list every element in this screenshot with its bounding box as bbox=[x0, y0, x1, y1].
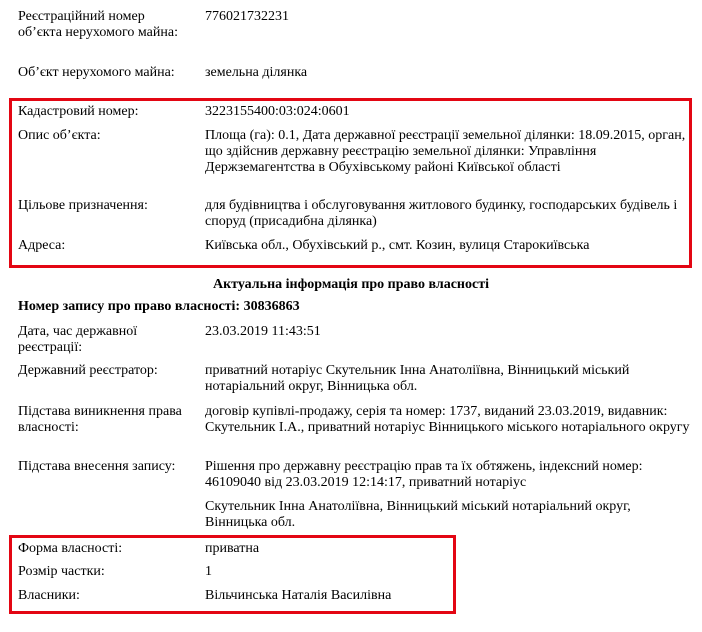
label-purpose: Цільове призначення: bbox=[18, 198, 148, 213]
label-object-description: Опис об’єкта: bbox=[18, 128, 101, 143]
label-cadastral-number: Кадастровий номер: bbox=[18, 104, 139, 119]
value-ownership-basis: договір купівлі-продажу, серія та номер: 1737, виданий 23.03.2019, видавник: Скутельник І.А., приватний нотаріус Вінницького міського нотаріального округу bbox=[205, 404, 690, 435]
label-registration-number: Реєстраційний номер об’єкта нерухомого майна: bbox=[18, 9, 178, 40]
highlight-box-object bbox=[9, 98, 692, 268]
value-share-size: 1 bbox=[205, 564, 212, 579]
label-ownership-form: Форма власності: bbox=[18, 541, 123, 556]
value-registration-number: 776021732231 bbox=[205, 9, 289, 24]
value-object-description: Площа (га): 0.1, Дата державної реєстрації земельної ділянки: 18.09.2015, орган, що здійснив державну реєстрацію земельної ділянки: Управління Держземагентства в Обухівському районі Київської області bbox=[205, 128, 686, 175]
value-owners: Вільчинська Наталія Василівна bbox=[205, 588, 392, 603]
label-owners: Власники: bbox=[18, 588, 80, 603]
ownership-record-number: Номер запису про право власності: 30836863 bbox=[18, 299, 300, 314]
label-registrar: Державний реєстратор: bbox=[18, 363, 158, 378]
label-share-size: Розмір частки: bbox=[18, 564, 105, 579]
highlight-box-ownership bbox=[9, 535, 456, 614]
value-entry-basis: Рішення про державну реєстрацію прав та їх обтяжень, індексний номер: 46109040 від 23.03.2019 12:14:17, приватний нотаріус bbox=[205, 459, 643, 490]
value-property-object: земельна ділянка bbox=[205, 65, 308, 80]
value-registrar: приватний нотаріус Скутельник Інна Анатоліївна, Вінницький міський нотаріальний округ, Вінницька обл. bbox=[205, 363, 630, 394]
value-cadastral-number: 3223155400:03:024:0601 bbox=[205, 104, 350, 119]
label-address: Адреса: bbox=[18, 238, 66, 253]
label-property-object: Об’єкт нерухомого майна: bbox=[18, 65, 175, 80]
section-heading-ownership: Актуальна інформація про право власності bbox=[213, 277, 489, 292]
value-ownership-form: приватна bbox=[205, 541, 260, 556]
value-entry-basis-continued: Скутельник Інна Анатоліївна, Вінницький міський нотаріальний округ, Вінницька обл. bbox=[205, 499, 631, 530]
label-ownership-basis: Підстава виникнення права власності: bbox=[18, 404, 182, 435]
value-address: Київська обл., Обухівський р., смт. Козин, вулиця Старокиївська bbox=[205, 238, 590, 253]
label-entry-basis: Підстава внесення запису: bbox=[18, 459, 176, 474]
value-registration-date: 23.03.2019 11:43:51 bbox=[205, 324, 321, 339]
label-registration-date: Дата, час державної реєстрації: bbox=[18, 324, 138, 355]
value-purpose: для будівництва і обслуговування житлового будинку, господарських будівель і споруд (присадибна ділянка) bbox=[205, 198, 678, 229]
